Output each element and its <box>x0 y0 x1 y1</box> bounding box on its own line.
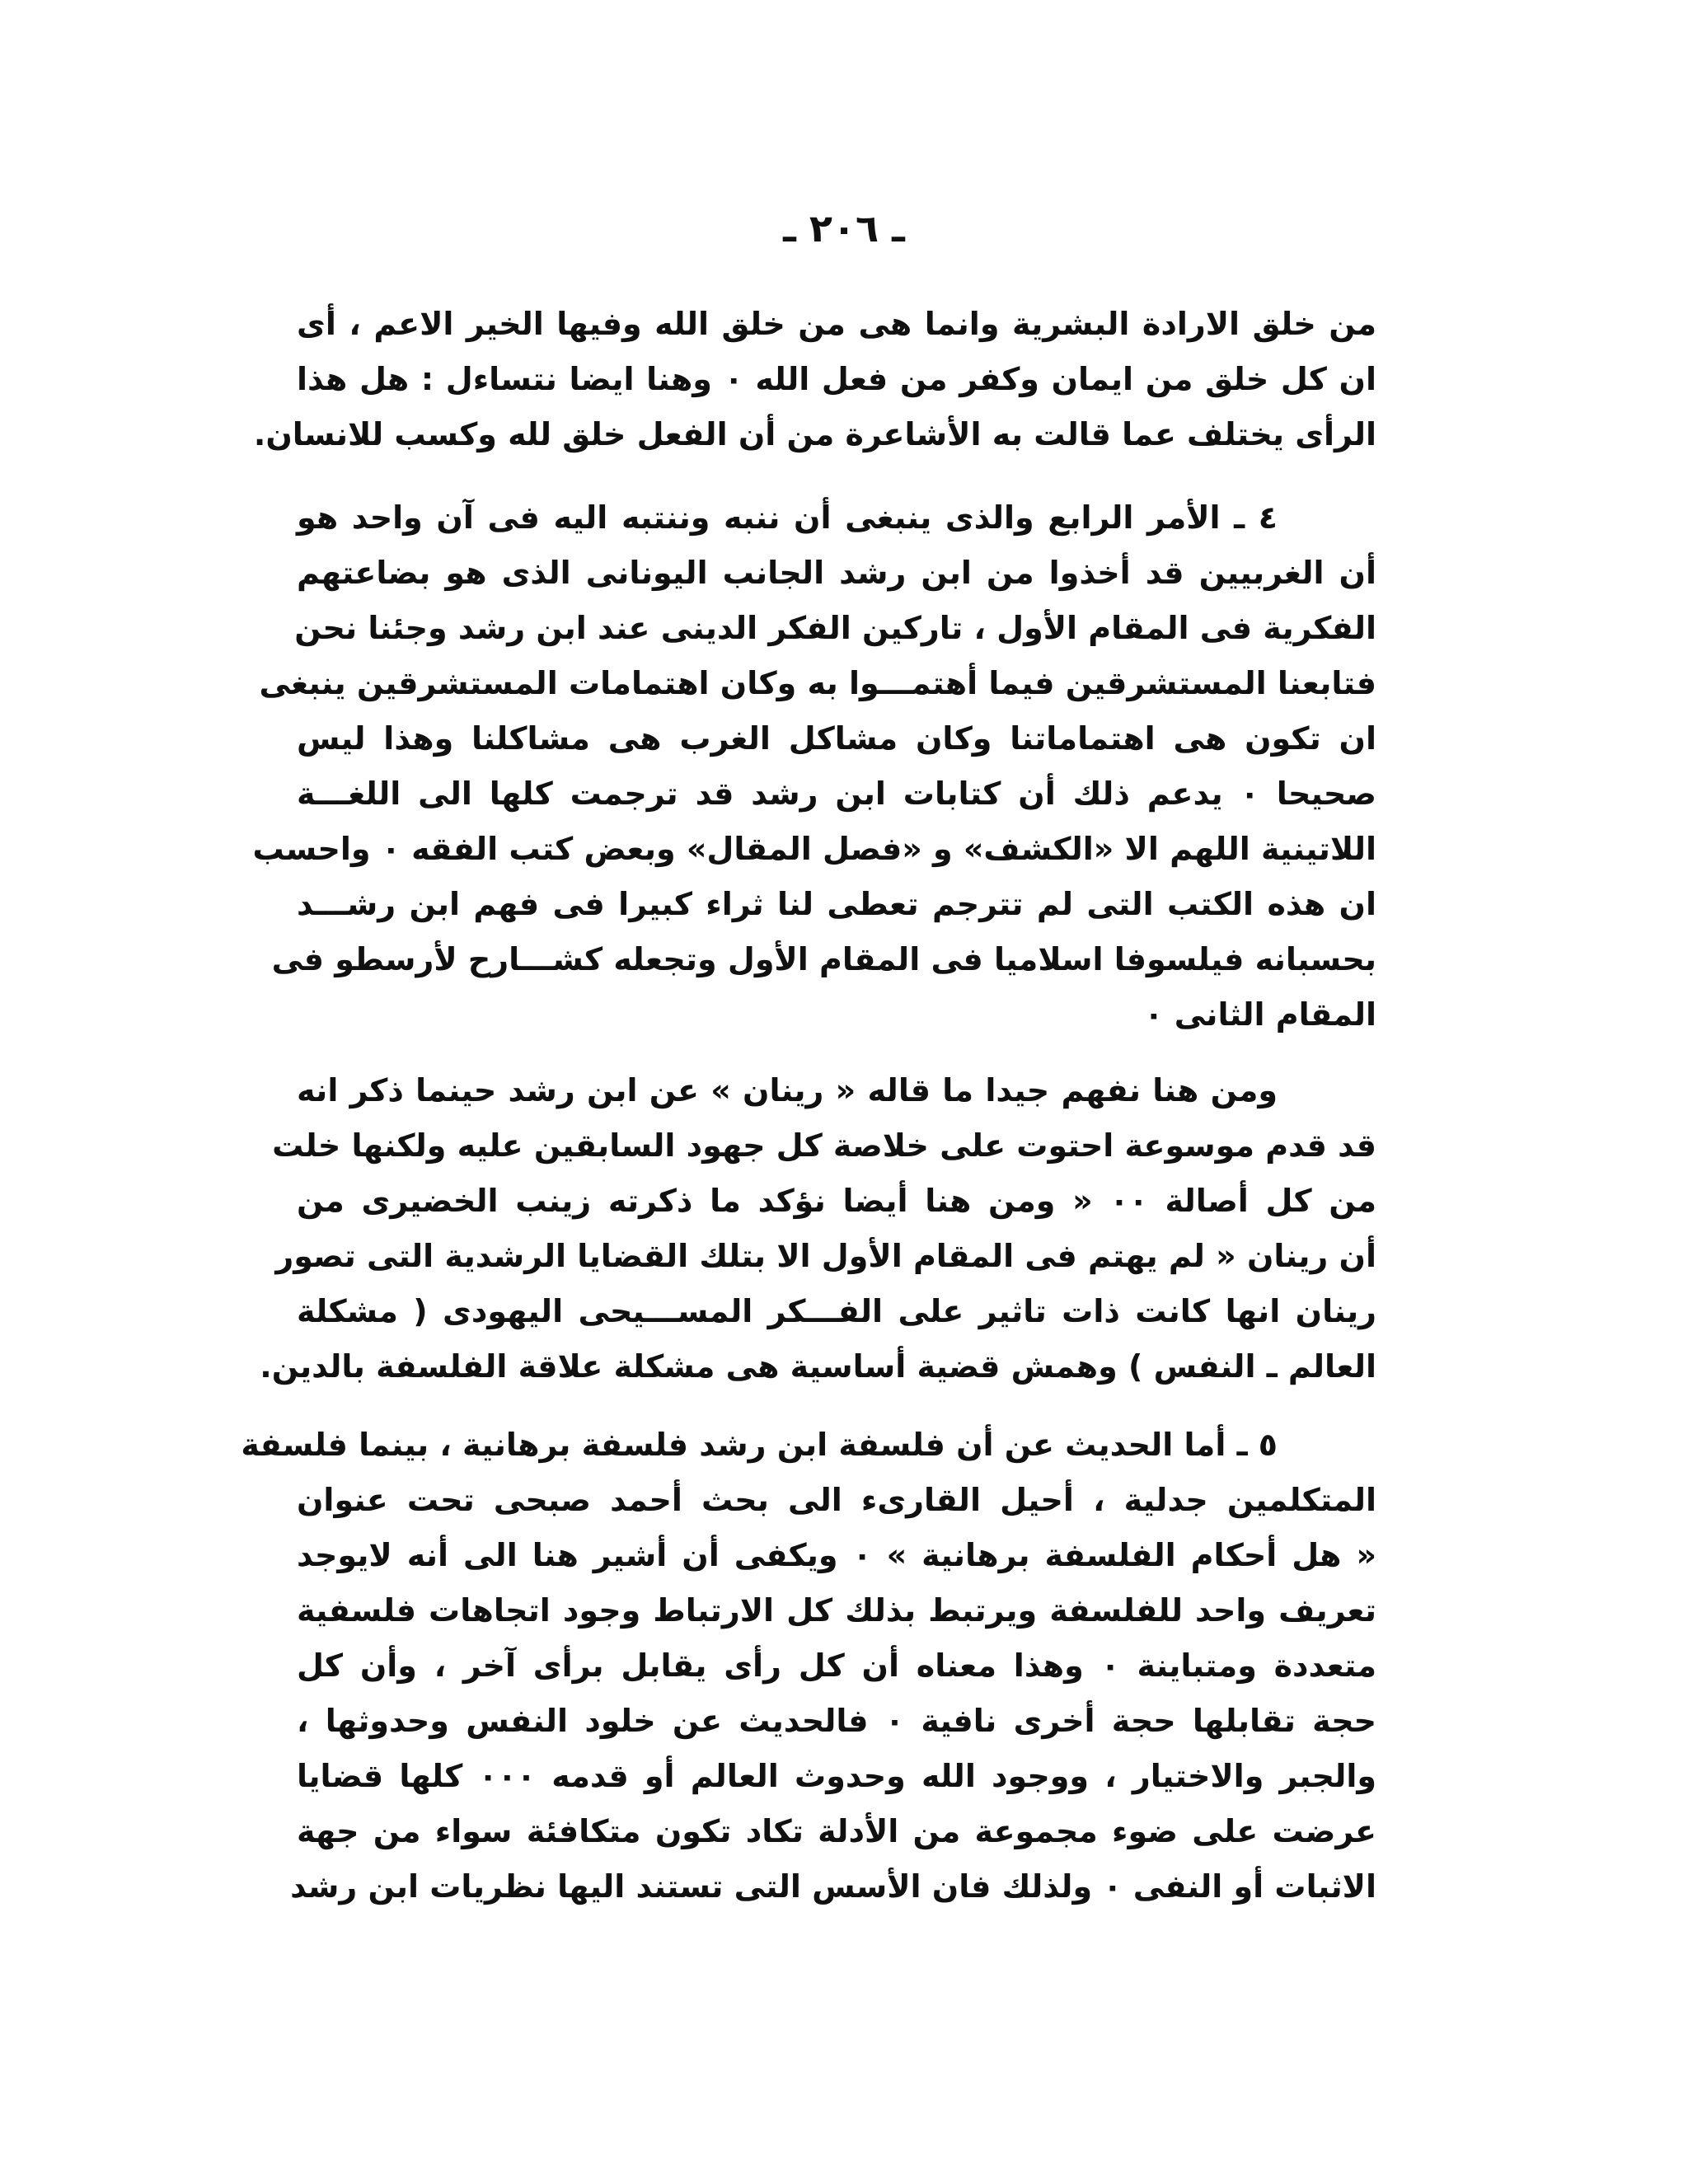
text-line: الرأى يختلف عما قالت به الأشاعرة من أن الفعل خلق لله وكسب للانسان. <box>253 416 1376 452</box>
text-line: صحيحا ٠ يدعم ذلك أن كتابات ابن رشد قد ترجمت كلها الى اللغـــة <box>297 776 1376 812</box>
paragraph-4 <box>241 1418 1377 1915</box>
paragraph-3 <box>260 1063 1376 1394</box>
text-line: ان كل خلق من ايمان وكفر من فعل الله ٠ وهنا ايضا نتساءل : هل هذا <box>297 361 1377 397</box>
text-line: تعريف واحد للفلسفة ويرتبط بذلك كل الارتباط وجود اتجاهات فلسفية <box>297 1592 1376 1629</box>
text-line: والجبر والاختيار ، ووجود الله وحدوث العالم أو قدمه ٠٠٠ كلها قضايا <box>297 1758 1376 1794</box>
text-line: بحسبانه فيلسوفا اسلاميا فى المقام الأول وتجعله كشـــارح لأرسطو فى <box>271 941 1376 977</box>
text-line: ٥ ـ أما الحديث عن أن فلسفة ابن رشد فلسفة برهانية ، بينما فلسفة <box>241 1427 1278 1463</box>
text-line: من كل أصالة ٠٠ « ومن هنا أيضا نؤكد ما ذكرته زينب الخضيرى من <box>297 1183 1376 1219</box>
text-line: العالم ـ النفس ) وهمش قضية أساسية هى مشكلة علاقة الفلسفة بالدين. <box>260 1348 1376 1385</box>
text-line: أن رينان « لم يهتم فى المقام الأول الا بتلك القضايا الرشدية التى تصور <box>275 1238 1376 1274</box>
text-line: الاثبات أو النفى ٠ ولذلك فان الأسس التى تستند اليها نظريات ابن رشد <box>290 1868 1376 1905</box>
text-line: قد قدم موسوعة احتوت على خلاصة كل جهود السابقين عليه ولكنها خلت <box>272 1127 1376 1164</box>
text-line: « هل أحكام الفلسفة برهانية » ٠ ويكفى أن أشير هنا الى أنه لايوجد <box>297 1537 1377 1573</box>
text-line: المقام الثانى ٠ <box>1144 996 1376 1033</box>
text-line: رينان انها كانت ذات تاثير على الفـــكر المســـيحى اليهودى ( مشكلة <box>297 1293 1376 1329</box>
text-line: متعددة ومتباينة ٠ وهذا معناه أن كل رأى يقابل برأى آخر ، وأن كل <box>297 1647 1376 1684</box>
page-number: ـ ٢٠٦ ـ <box>783 206 905 251</box>
paragraph-2 <box>252 490 1376 1043</box>
text-line: اللاتينية اللهم الا «الكشف» و «فصل المقال» وبعض كتب الفقه ٠ واحسب <box>252 831 1376 867</box>
text-line: ٤ ـ الأمر الرابع والذى ينبغى أن ننبه وننتبه اليه فى آن واحد هو <box>297 499 1278 536</box>
text-line: ان تكون هى اهتماماتنا وكان مشاكل الغرب هى مشاكلنا وهذا ليس <box>297 720 1376 757</box>
paragraph-1 <box>253 297 1377 462</box>
text-line: الفكرية فى المقام الأول ، تاركين الفكر الدينى عند ابن رشد وجئنا نحن <box>294 610 1376 646</box>
text-line: أن الغربيين قد أخذوا من ابن رشد الجانب اليونانى الذى هو بضاعتهم <box>297 555 1376 591</box>
text-line: فتابعنا المستشرقين فيما أهتمـــوا به وكان اهتمامات المستشرقين ينبغى <box>259 665 1376 701</box>
text-line: ان هذه الكتب التى لم تترجم تعطى لنا ثراء كبيرا فى فهم ابن رشـــد <box>297 886 1376 922</box>
text-line: ومن هنا نفهم جيدا ما قاله « رينان » عن ابن رشد حينما ذكر انه <box>297 1072 1278 1108</box>
text-line: حجة تقابلها حجة أخرى نافية ٠ فالحديث عن خلود النفس وحدوثها ، <box>297 1703 1376 1739</box>
text-line: من خلق الارادة البشرية وانما هى من خلق الله وفيها الخير الاعم ، أى <box>297 306 1376 342</box>
text-line: المتكلمين جدلية ، أحيل القارىء الى بحث أحمد صبحى تحت عنوان <box>297 1482 1376 1518</box>
text-line: عرضت على ضوء مجموعة من الأدلة تكاد تكون متكافئة سواء من جهة <box>297 1813 1376 1849</box>
